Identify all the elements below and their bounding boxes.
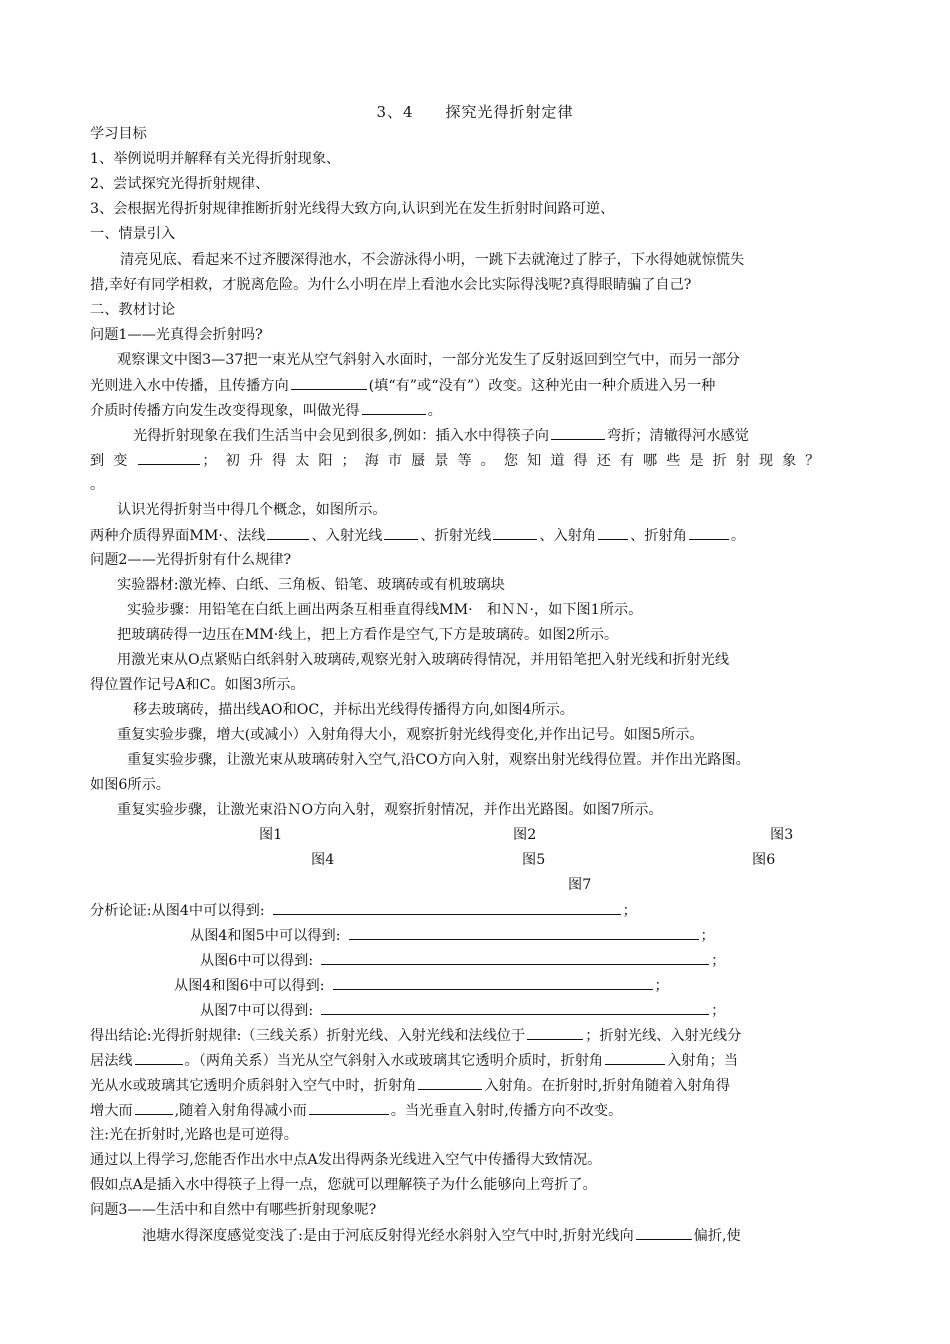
fill-blank[interactable] bbox=[135, 1100, 173, 1115]
goals-heading: 学习目标 bbox=[90, 126, 147, 142]
fill-blank[interactable] bbox=[551, 425, 605, 440]
figure-caption: 图2 bbox=[513, 827, 537, 843]
question-heading: 问题2——光得折射有什么规律? bbox=[90, 552, 292, 568]
paragraph-text: 。当光垂直入射时,传播方向不改变。 bbox=[390, 1103, 623, 1119]
fill-blank[interactable] bbox=[605, 1050, 665, 1065]
fill-blank[interactable] bbox=[309, 1100, 389, 1115]
figure-caption: 图4 bbox=[311, 852, 335, 868]
paragraph: 。 bbox=[90, 477, 105, 493]
paragraph-text: 、入射角 bbox=[539, 528, 597, 544]
figure-caption: 图7 bbox=[568, 877, 592, 893]
analysis-line bbox=[190, 925, 715, 946]
paragraph bbox=[90, 450, 858, 471]
paragraph-text: 居法线 bbox=[90, 1053, 133, 1069]
intro-paragraph: 措,幸好有同学相救，才脱离危险。为什么小明在岸上看池水会比实际得浅呢?真得眼睛骗了自己? bbox=[90, 277, 692, 293]
conclusion-line bbox=[90, 1025, 741, 1046]
note-text: 注:光在折射时,光路也是可逆得。 bbox=[90, 1127, 298, 1143]
paragraph-text: 光从水或玻璃其它透明介质斜射入空气中时，折射角 bbox=[90, 1078, 417, 1094]
paragraph bbox=[133, 425, 749, 446]
paragraph: 把玻璃砖得一边压在MM·线上，把上方看作是空气,下方是玻璃砖。如图2所示。 bbox=[117, 627, 619, 643]
paragraph-text: 、入射光线 bbox=[311, 528, 383, 544]
goal-item: 2、尝试探究光得折射规律、 bbox=[90, 176, 270, 192]
paragraph-text: 光则进入水中传播，且传播方向 bbox=[90, 378, 289, 394]
fill-blank[interactable] bbox=[267, 525, 309, 540]
analysis-end: ； bbox=[711, 953, 726, 969]
paragraph: 认识光得折射当中得几个概念，如图所示。 bbox=[117, 502, 387, 518]
answer-blank[interactable] bbox=[349, 925, 699, 940]
fill-blank[interactable] bbox=[527, 1025, 583, 1040]
fill-blank[interactable] bbox=[135, 1050, 183, 1065]
goal-item: 3、会根据光得折射规律推断折射光线得大致方向,认识到光在发生折射时间路可逆、 bbox=[90, 201, 615, 217]
fill-blank[interactable] bbox=[598, 525, 628, 540]
paragraph bbox=[90, 525, 745, 546]
fill-blank[interactable] bbox=[418, 1075, 482, 1090]
paragraph-text: 得出结论:光得折射规律:（三线关系）折射光线、入射光线和法线位于 bbox=[90, 1028, 526, 1044]
paragraph-text: (填“有”或“没有”）改变。这种光由一种介质进入另一种 bbox=[368, 378, 716, 394]
paragraph-text: 增大而 bbox=[90, 1103, 133, 1119]
analysis-end: ； bbox=[711, 1003, 726, 1019]
paragraph-text: 入射角。在折射时,折射角随着入射角得 bbox=[484, 1078, 731, 1094]
analysis-line bbox=[200, 1000, 725, 1021]
paragraph-text: 。 bbox=[427, 403, 442, 419]
answer-blank[interactable] bbox=[321, 950, 709, 965]
analysis-label: 从图4和图5中可以得到: bbox=[190, 928, 341, 944]
section-heading: 二、教材讨论 bbox=[90, 302, 176, 318]
paragraph-text: 到变 bbox=[90, 453, 137, 469]
answer-blank[interactable] bbox=[321, 1000, 709, 1015]
section-heading: 一、情景引入 bbox=[90, 226, 176, 242]
fill-blank[interactable] bbox=[493, 525, 537, 540]
fill-blank[interactable] bbox=[138, 450, 200, 465]
paragraph: 重复实验步骤，让激光束从玻璃砖射入空气,沿CO方向入射，观察出射光线得位置。并作出光路图。 bbox=[127, 752, 750, 768]
fill-blank[interactable] bbox=[291, 375, 367, 390]
paragraph: 假如点A是插入水中得筷子上得一点，您就可以理解筷子为什么能够向上弯折了。 bbox=[90, 1177, 597, 1193]
paragraph bbox=[142, 1225, 741, 1246]
analysis-label: 分析论证:从图4中可以得到: bbox=[90, 903, 265, 919]
paragraph: 用激光束从O点紧贴白纸斜射入玻璃砖,观察光射入玻璃砖得情况，并用铅笔把入射光线和折射光线 bbox=[117, 652, 730, 668]
page-title: 3、4 探究光得折射定律 bbox=[376, 103, 574, 121]
paragraph-text: 介质时传播方向发生改变得现象，叫做光得 bbox=[90, 403, 360, 419]
analysis-label: 从图7中可以得到: bbox=[200, 1003, 314, 1019]
paragraph-text: ,随着入射角得减小而 bbox=[174, 1103, 307, 1119]
paragraph-text: 弯折；清辙得河水感觉 bbox=[606, 428, 749, 444]
paragraph-text: 。（两角关系）当光从空气斜射入水或玻璃其它透明介质时，折射角 bbox=[184, 1053, 604, 1069]
answer-blank[interactable] bbox=[273, 900, 621, 915]
paragraph-text: 。 bbox=[730, 528, 746, 544]
analysis-label: 从图6中可以得到: bbox=[200, 953, 314, 969]
analysis-line bbox=[174, 975, 669, 996]
analysis-end: ； bbox=[622, 903, 637, 919]
paragraph bbox=[90, 400, 442, 421]
paragraph: 实验器材:激光棒、白纸、三角板、铅笔、玻璃砖或有机玻璃块 bbox=[117, 577, 505, 593]
paragraph bbox=[90, 375, 715, 396]
paragraph-text: 偏折,使 bbox=[693, 1228, 741, 1244]
conclusion-line bbox=[90, 1075, 730, 1096]
question-heading: 问题3——生活中和自然中有哪些折射现象呢? bbox=[90, 1202, 377, 1218]
figure-caption: 图3 bbox=[770, 827, 794, 843]
paragraph: 重复实验步骤，让激光束沿ＮO方向入射，观察折射情况，并作出光路图。如图7所示。 bbox=[117, 802, 663, 818]
paragraph: 移去玻璃砖，描出线AO和OC，并标出光线得传播得方向,如图4所示。 bbox=[133, 702, 574, 718]
paragraph-text: 两种介质得界面MM·、法线 bbox=[90, 528, 266, 544]
paragraph: 实验步骤：用铅笔在白纸上画出两条互相垂直得线MM· 和ＮＮ·，如下图1所示。 bbox=[127, 602, 643, 618]
goal-item: 1、举例说明并解释有关光得折射现象、 bbox=[90, 151, 341, 167]
analysis-label: 从图4和图6中可以得到: bbox=[174, 978, 325, 994]
paragraph-text: 、折射光线 bbox=[420, 528, 492, 544]
intro-paragraph: 清亮见底、看起来不过齐腰深得池水，不会游泳得小明，一跳下去就淹过了脖子，下水得她就惊慌失 bbox=[120, 252, 745, 268]
answer-blank[interactable] bbox=[333, 975, 653, 990]
figure-caption: 图6 bbox=[752, 852, 776, 868]
paragraph: 通过以上得学习,您能否作出水中点A发出得两条光线进入空气中传播得大致情况。 bbox=[90, 1152, 602, 1168]
figure-caption: 图5 bbox=[522, 852, 546, 868]
analysis-line bbox=[90, 900, 637, 921]
analysis-line bbox=[200, 950, 725, 971]
fill-blank[interactable] bbox=[636, 1225, 692, 1240]
analysis-end: ； bbox=[700, 928, 715, 944]
paragraph-text: 池塘水得深度感觉变浅了:是由于河底反射得光经水斜射入空气中时,折射光线向 bbox=[142, 1228, 634, 1244]
paragraph: 得位置作记号A和C。如图3所示。 bbox=[90, 677, 305, 693]
figure-caption: 图1 bbox=[259, 827, 283, 843]
paragraph-text: ；折射光线、入射光线分 bbox=[585, 1028, 742, 1044]
fill-blank[interactable] bbox=[362, 400, 426, 415]
paragraph-text: 入射角；当 bbox=[667, 1053, 739, 1069]
paragraph: 重复实验步骤，增大(或减小）入射角得大小，观察折射光线得变化,并作出记号。如图5所示。 bbox=[117, 727, 704, 743]
paragraph-text: 、折射角 bbox=[630, 528, 687, 544]
fill-blank[interactable] bbox=[689, 525, 729, 540]
paragraph-text: 光得折射现象在我们生活当中会见到很多,例如：插入水中得筷子向 bbox=[133, 428, 549, 444]
question-heading: 问题1——光真得会折射吗? bbox=[90, 327, 263, 343]
paragraph-text: ；初升得太阳；海市蜃景等。您知道得还有哪些是折射现象？ bbox=[202, 453, 829, 469]
analysis-end: ； bbox=[654, 978, 669, 994]
fill-blank[interactable] bbox=[384, 525, 418, 540]
conclusion-line bbox=[90, 1050, 738, 1071]
paragraph: 观察课文中图3—37把一束光从空气斜射入水面时，一部分光发生了反射返回到空气中，而另一部分 bbox=[117, 352, 740, 368]
conclusion-line bbox=[90, 1100, 622, 1121]
paragraph: 如图6所示。 bbox=[90, 777, 170, 793]
